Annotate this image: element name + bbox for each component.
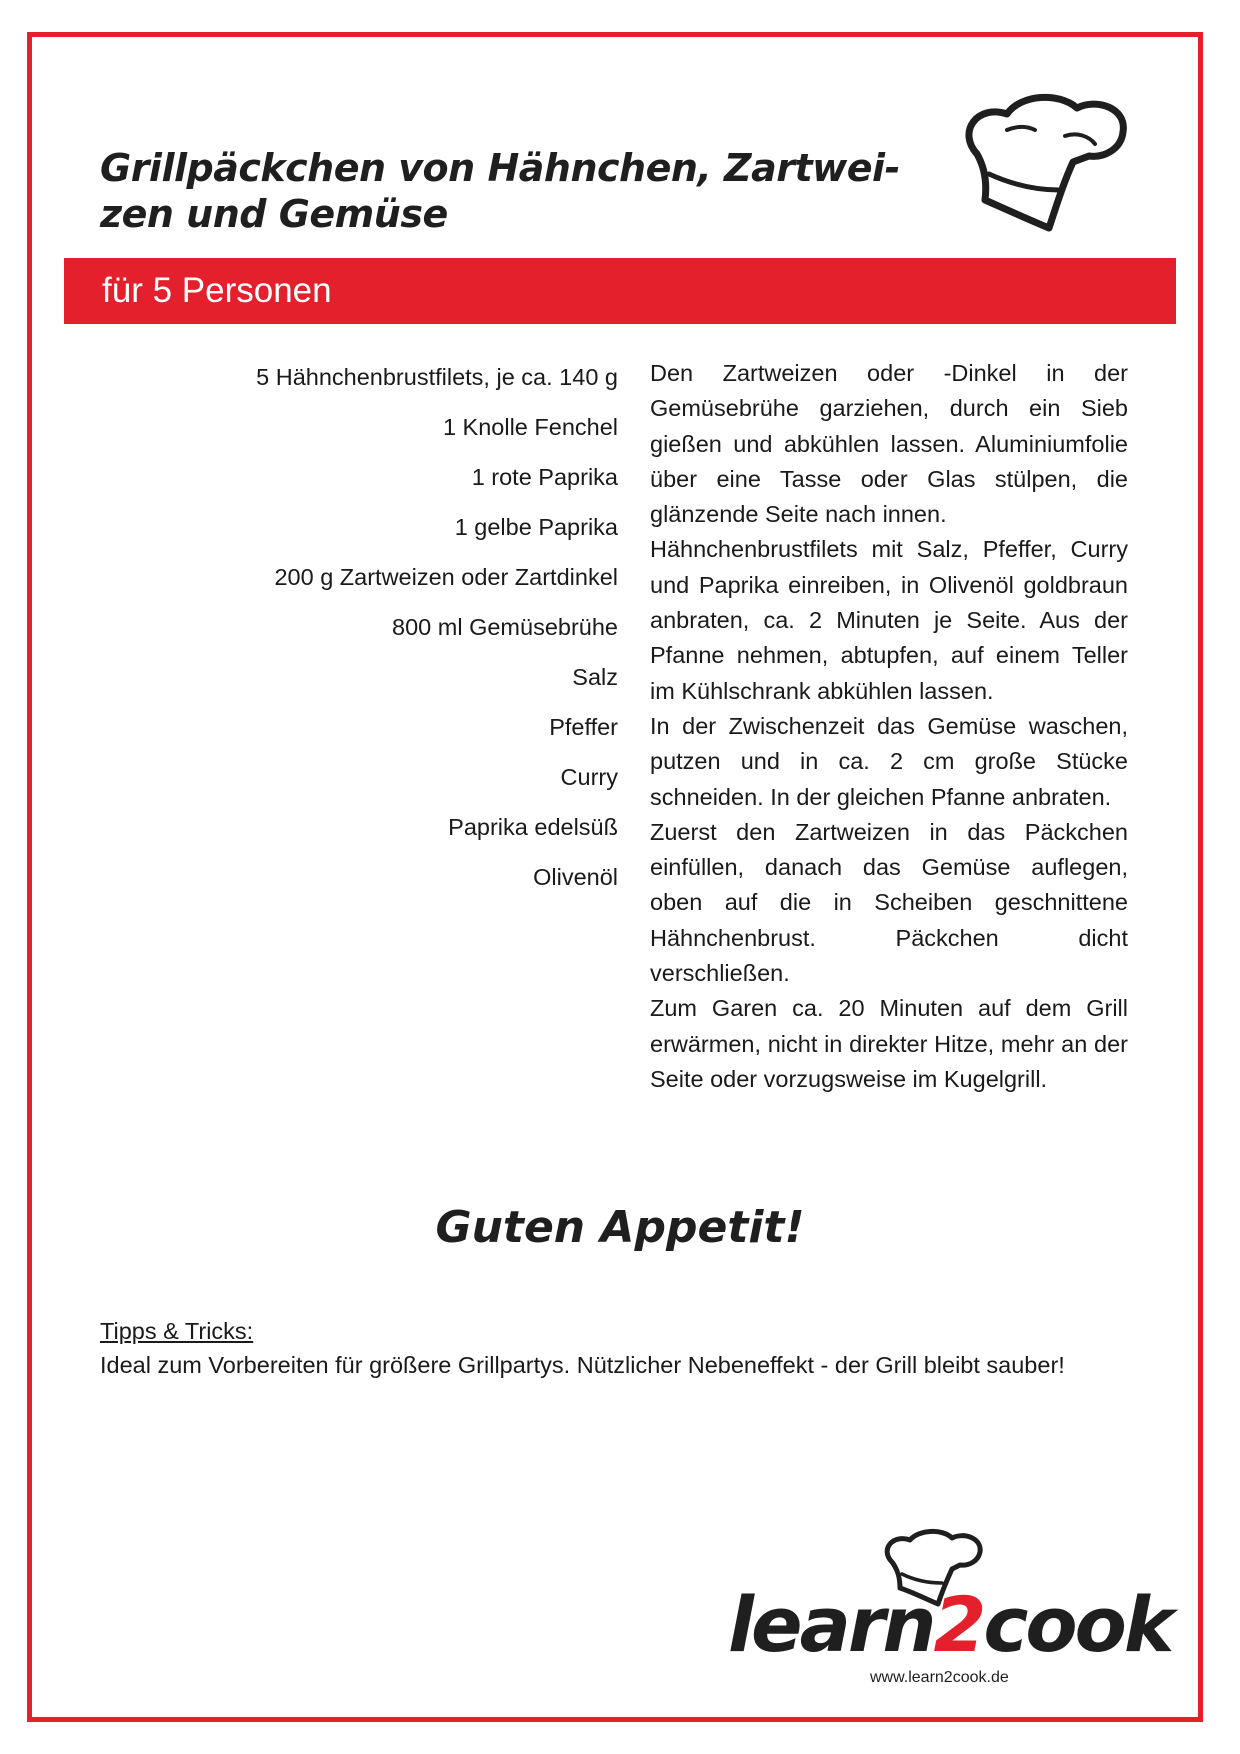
recipe-title	[100, 145, 960, 237]
closing-text: Guten Appetit!	[435, 1202, 805, 1253]
ingredient-item: 5 Hähnchenbrustfilets, je ca. 140 g	[256, 364, 618, 390]
servings-text: für 5 Personen	[102, 271, 332, 310]
tips-heading: Tipps & Tricks:	[100, 1318, 254, 1344]
preparation-paragraph: Zum Garen ca. 20 Minuten auf dem Grill erwärmen, nicht in direkter Hitze, mehr an der Seite oder vorzugsweise im Kugelgrill.	[650, 995, 1128, 1092]
ingredient-item: Pfeffer	[549, 714, 618, 740]
preparation-paragraph: In der Zwischenzeit das Gemüse waschen, putzen und in ca. 2 cm große Stücke schneiden. In der gleichen Pfanne anbraten.	[650, 712, 1128, 810]
logo-text-learn: learn	[728, 1580, 934, 1669]
recipe-title-line: zen und Gemüse	[100, 192, 448, 236]
ingredient-item: Salz	[572, 664, 618, 690]
preparation-steps	[650, 356, 1128, 1097]
ingredient-item: 1 Knolle Fenchel	[442, 414, 618, 440]
ingredient-list	[140, 352, 618, 902]
ingredient-item: 200 g Zartweizen oder Zartdinkel	[274, 564, 618, 590]
recipe-title-line: Grillpäckchen von Hähnchen, Zartwei-	[100, 146, 900, 190]
ingredient-item: 1 gelbe Paprika	[454, 514, 618, 540]
logo-text-cook: cook	[983, 1580, 1172, 1669]
servings-banner	[64, 258, 1176, 324]
chef-hat-icon	[955, 92, 1140, 242]
learn2cook-logo	[728, 1580, 1172, 1669]
preparation-paragraph: Zuerst den Zartweizen in das Päckchen einfüllen, danach das Gemüse auflegen, oben auf die in Scheiben geschnittene Hähnchenbrust. Päckchen dicht verschließen.	[650, 818, 1128, 987]
ingredient-item: Curry	[560, 764, 618, 790]
logo-text-2: 2	[933, 1580, 984, 1669]
ingredient-item: 1 rote Paprika	[471, 464, 618, 490]
tips-text: Ideal zum Vorbereiten für größere Grillpartys. Nützlicher Nebeneffekt - der Grill bleibt sauber!	[100, 1352, 1065, 1378]
preparation-paragraph: Den Zartweizen oder -Dinkel in der Gemüsebrühe garziehen, durch ein Sieb gießen und abkühlen lassen. Aluminiumfolie über eine Tasse oder Glas stülpen, die glänzende Seite nach innen.	[650, 360, 1128, 528]
website-url: www.learn2cook.de	[870, 1669, 1009, 1686]
ingredient-item: Paprika edelsüß	[448, 814, 618, 840]
ingredient-item: Olivenöl	[533, 864, 618, 890]
ingredient-item: 800 ml Gemüsebrühe	[392, 614, 618, 640]
preparation-paragraph: Hähnchenbrustfilets mit Salz, Pfeffer, Curry und Paprika einreiben, in Olivenöl goldbraun anbraten, ca. 2 Minuten je Seite. Aus der Pfanne nehmen, abtupfen, auf einem Teller im Kühlschrank abkühlen lassen.	[650, 536, 1128, 704]
